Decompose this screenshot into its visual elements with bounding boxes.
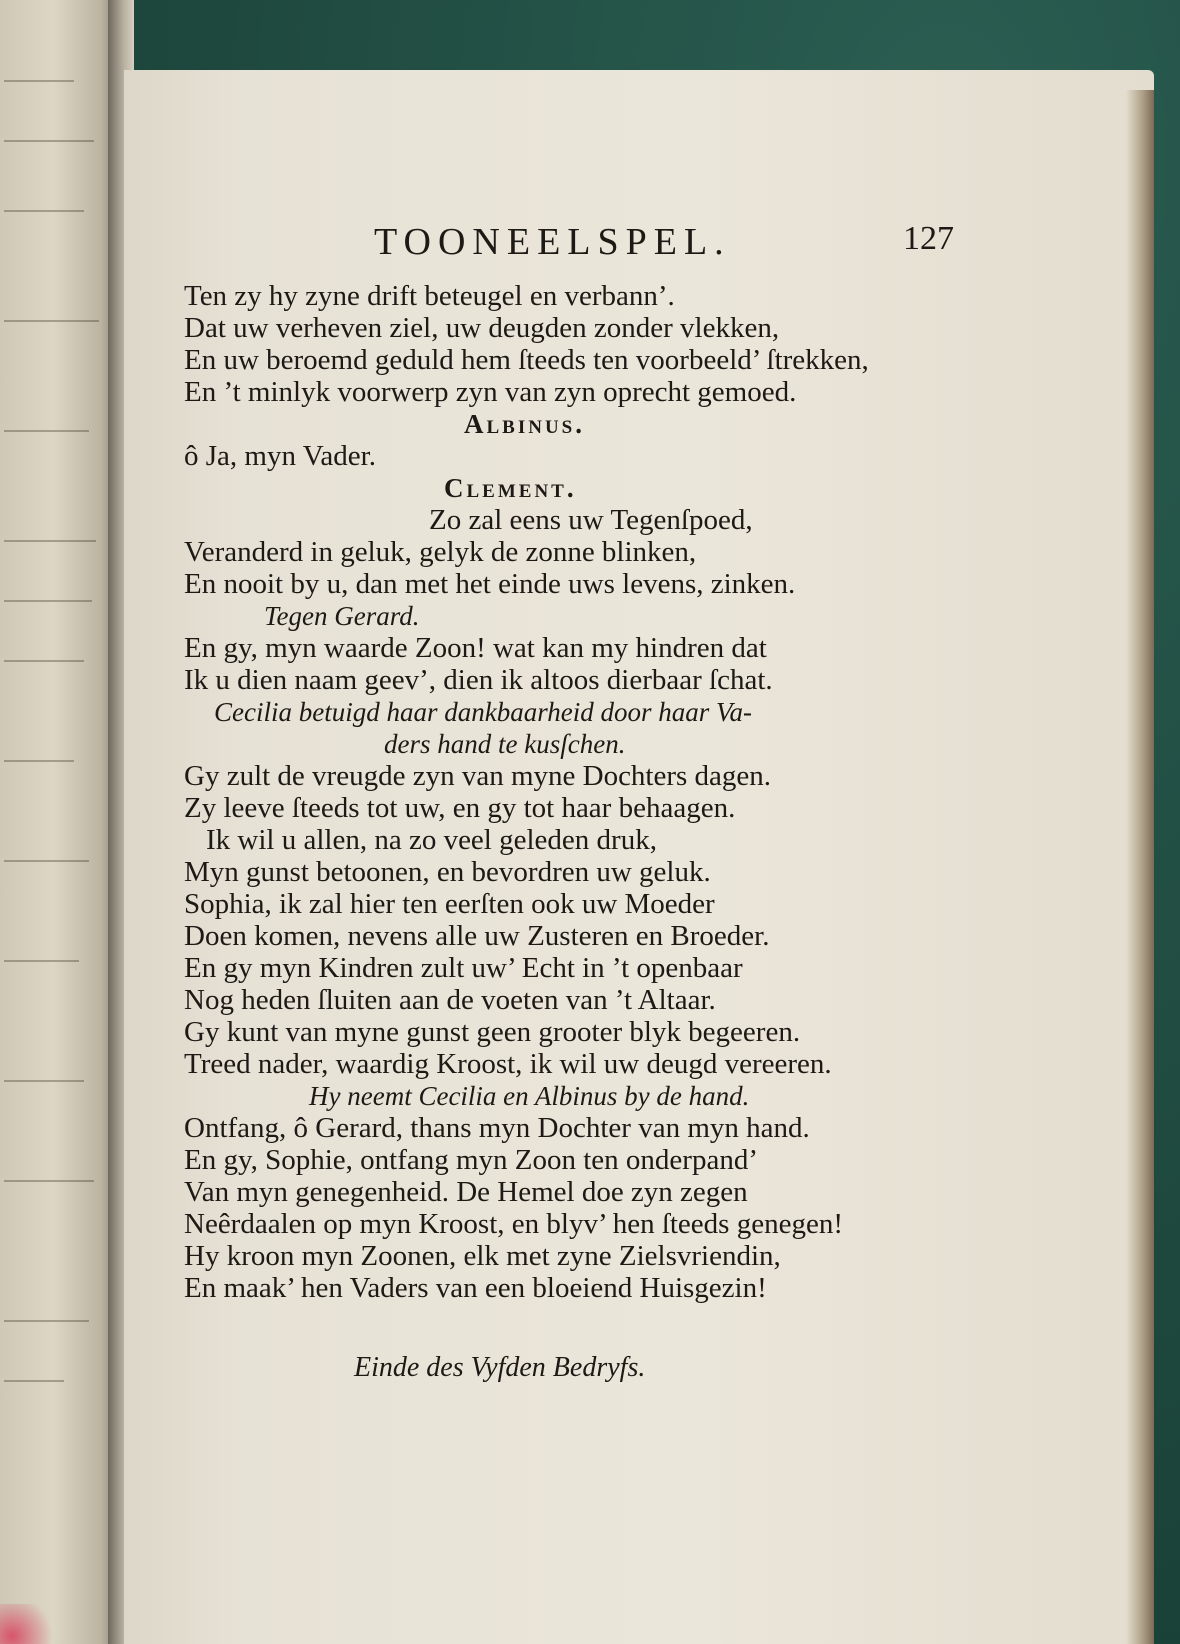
verse-line: Ontfang, ô Gerard, thans myn Dochter van myn hand. xyxy=(184,1112,810,1144)
facing-left-page xyxy=(0,0,118,1644)
verse-line: Gy kunt van myne gunst geen grooter blyk begeeren. xyxy=(184,1016,801,1048)
verse-line: En nooit by u, dan met het einde uws levens, zinken. xyxy=(184,568,796,600)
verse-line: Zo zal eens uw Tegenſpoed, xyxy=(429,504,753,536)
verse-line: En gy myn Kindren zult uw’ Echt in ’t openbaar xyxy=(184,952,743,984)
stage-direction: Tegen Gerard. xyxy=(264,601,420,631)
verse-line: En gy, myn waarde Zoon! wat kan my hindren dat xyxy=(184,632,767,664)
stage-direction: Cecilia betuigd haar dankbaarheid door haar Va- xyxy=(214,697,752,727)
verse-line: Dat uw verheven ziel, uw deugden zonder vlekken, xyxy=(184,312,780,344)
end-of-act: Einde des Vyfden Bedryfs. xyxy=(354,1352,646,1383)
verse-line: Veranderd in geluk, gelyk de zonne blinken, xyxy=(184,536,697,568)
verse-line: ô Ja, myn Vader. xyxy=(184,440,376,472)
verse-line: En ’t minlyk voorwerp zyn van zyn oprecht gemoed. xyxy=(184,376,797,408)
page-header xyxy=(184,220,954,280)
verse-line: Gy zult de vreugde zyn van myne Dochters dagen. xyxy=(184,760,772,792)
verse-line: Van myn genegenheid. De Hemel doe zyn zegen xyxy=(184,1176,748,1208)
page-edge xyxy=(1126,90,1154,1644)
verse-line: En gy, Sophie, ontfang myn Zoon ten onderpand’ xyxy=(184,1144,758,1176)
book-page xyxy=(124,70,1154,1644)
verse-line: Ten zy hy zyne drift beteugel en verbann’. xyxy=(184,280,675,312)
verse-line: Ik u dien naam geev’, dien ik altoos dierbaar ſchat. xyxy=(184,664,773,696)
page-number: 127 xyxy=(903,220,954,257)
verse-line: Sophia, ik zal hier ten eerſten ook uw Moeder xyxy=(184,888,715,920)
running-title: TOONEELSPEL. xyxy=(374,221,731,263)
verse-line: En uw beroemd geduld hem ſteeds ten voorbeeld’ ſtrekken, xyxy=(184,344,869,376)
red-stain xyxy=(0,1604,60,1644)
verse-line: Ik wil u allen, na zo veel geleden druk, xyxy=(206,824,657,856)
verse-line: Myn gunst betoonen, en bevordren uw geluk. xyxy=(184,856,711,888)
stage-direction: ders hand te kusſchen. xyxy=(384,729,626,759)
verse-line: Doen komen, nevens alle uw Zusteren en Broeder. xyxy=(184,920,770,952)
speaker-name: Albinus. xyxy=(464,409,585,439)
verse-line: Nog heden ſluiten aan de voeten van ’t Altaar. xyxy=(184,984,716,1016)
page-text xyxy=(184,220,954,1384)
stage-direction: Hy neemt Cecilia en Albinus by de hand. xyxy=(309,1081,750,1111)
verse-line: En maak’ hen Vaders van een bloeiend Huisgezin! xyxy=(184,1272,767,1304)
verse-line: Treed nader, waardig Kroost, ik wil uw deugd vereeren. xyxy=(184,1048,832,1080)
verse-line: Hy kroon myn Zoonen, elk met zyne Zielsvriendin, xyxy=(184,1240,781,1272)
speaker-name: Clement. xyxy=(444,473,577,503)
verse-line: Zy leeve ſteeds tot uw, en gy tot haar behaagen. xyxy=(184,792,736,824)
verse-line: Neêrdaalen op myn Kroost, en blyv’ hen ſteeds genegen! xyxy=(184,1208,843,1240)
